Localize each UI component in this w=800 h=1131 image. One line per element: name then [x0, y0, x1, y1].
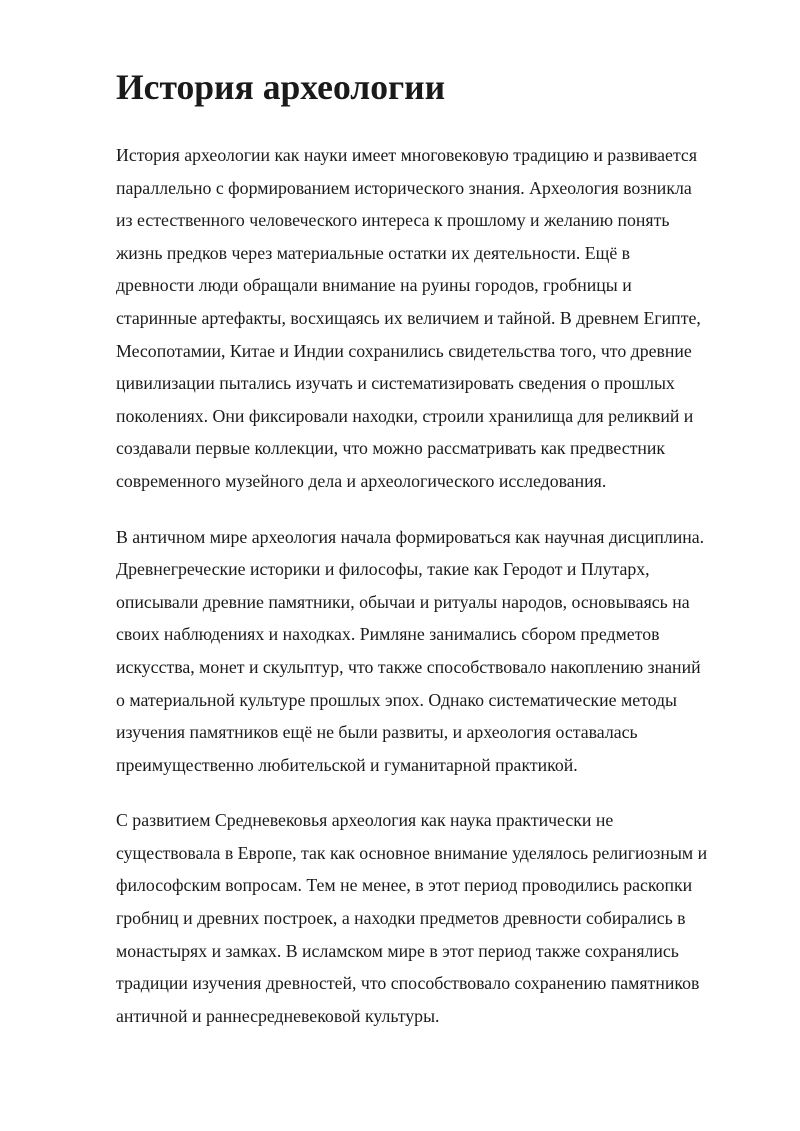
paragraph-line: гробниц и древних построек, а находки предметов древности собирались в: [116, 908, 686, 929]
document-body: [116, 67, 740, 1032]
paragraph-line: описывали древние памятники, обычаи и ритуалы народов, основываясь на: [116, 591, 690, 612]
paragraph-line: современного музейного дела и археологического исследования.: [116, 470, 607, 491]
paragraph-1: [116, 139, 740, 498]
paragraph-line: античной и раннесредневековой культуры.: [116, 1005, 440, 1026]
paragraph-line: философским вопросам. Тем не менее, в этот период проводились раскопки: [116, 875, 693, 896]
paragraph-line: История археологии как науки имеет многовековую традицию и развивается: [116, 145, 698, 165]
paragraph-line: Древнегреческие историки и философы, такие как Геродот и Плутарх,: [116, 559, 650, 580]
paragraph-line: о материальной культуре прошлых эпох. Однако систематические методы: [116, 689, 678, 710]
document-title: История археологии: [116, 67, 446, 107]
paragraph-line: Месопотамии, Китае и Индии сохранились свидетельства того, что древние: [116, 340, 692, 361]
paragraph-line: цивилизации пытались изучать и систематизировать сведения о прошлых: [116, 373, 675, 394]
paragraph-line: С развитием Средневековья археология как наука практически не: [116, 810, 614, 831]
paragraph-line: создавали первые коллекции, что можно рассматривать как предвестник: [116, 438, 666, 459]
paragraph-line: изучения памятников ещё не были развиты, и археология оставалась: [116, 722, 638, 743]
paragraph-line: монастырях и замках. В исламском мире в этот период также сохранялись: [116, 940, 679, 961]
paragraph-line: параллельно с формированием исторического знания. Археология возникла: [116, 177, 692, 198]
paragraph-line: поколениях. Они фиксировали находки, строили хранилища для реликвий и: [116, 405, 694, 426]
paragraph-line: В античном мире археология начала формироваться как научная дисциплина.: [116, 526, 705, 547]
paragraph-2: [116, 521, 740, 782]
paragraph-line: жизнь предков через материальные остатки их деятельности. Ещё в: [116, 242, 631, 263]
paragraph-line: преимущественно любительской и гуманитарной практикой.: [116, 754, 578, 775]
paragraph-line: старинные артефакты, восхищаясь их величием и тайной. В древнем Египте,: [116, 307, 701, 328]
paragraph-3: [116, 804, 740, 1032]
paragraph-line: своих наблюдениях и находках. Римляне занимались сбором предметов: [116, 624, 660, 645]
paragraph-line: древности люди обращали внимание на руины городов, гробницы и: [116, 275, 632, 296]
paragraph-line: традиции изучения древностей, что способствовало сохранению памятников: [116, 973, 700, 994]
paragraph-line: существовала в Европе, так как основное внимание уделялось религиозным и: [116, 842, 708, 863]
paragraph-line: искусства, монет и скульптур, что также способствовало накоплению знаний: [116, 656, 701, 677]
paragraph-line: из естественного человеческого интереса к прошлому и желанию понять: [116, 210, 670, 231]
